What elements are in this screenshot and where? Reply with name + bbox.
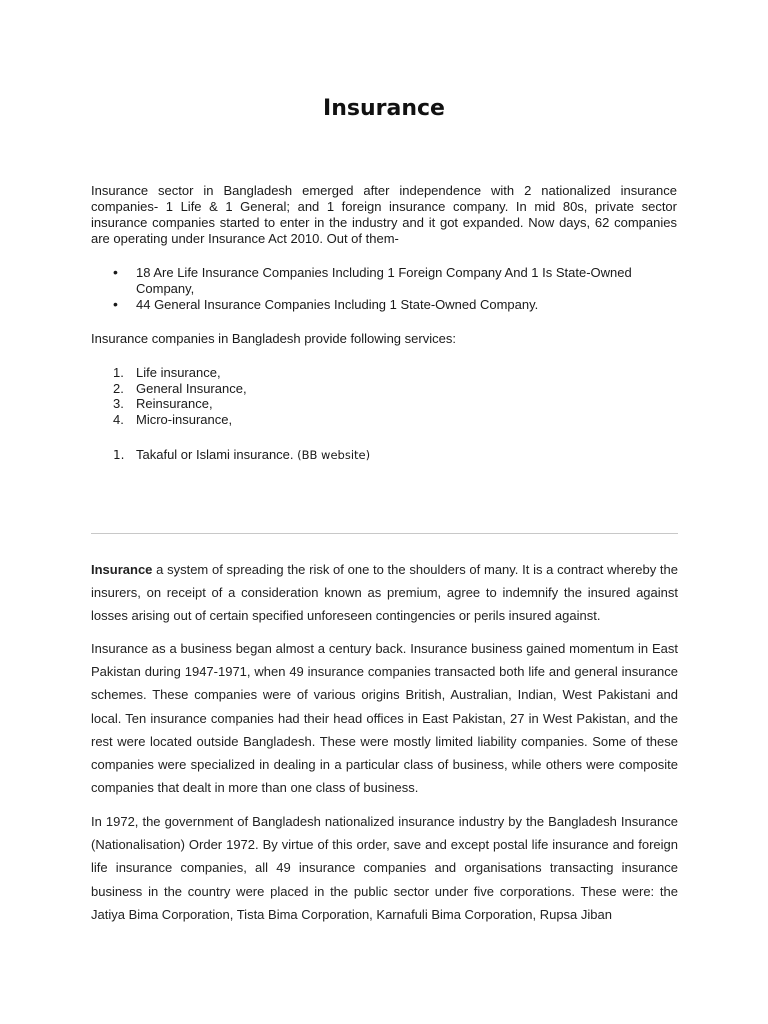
services-list-continued (91, 447, 677, 462)
list-number: 4. (113, 412, 124, 428)
list-item (91, 265, 677, 296)
paragraph-text: a system of spreading the risk of one to the shoulders of many. It is a contract whereby the insurers, on receipt of a consideration known as premium, agree to indemnify the insured against losses arising out of certain specified unforeseen contingencies or perils insured against. (91, 562, 678, 624)
list-item-text: Life insurance, (136, 365, 221, 380)
list-item (91, 297, 677, 313)
nationalisation-paragraph: In 1972, the government of Bangladesh nationalized insurance industry by the Bangladesh Insurance (Nationalisation) Order 1972. By virtue of this order, save and except postal life insurance and foreign life insurance companies, all 49 insurance companies and organisations transacting insurance business in the country were placed in the public sector under five corporations. These were: the Jatiya Bima Corporation, Tista Bima Corporation, Karnafuli Bima Corporation, Rupsa Jiban (91, 814, 678, 922)
list-item (91, 396, 677, 412)
list-item (91, 447, 677, 462)
list-item (91, 381, 677, 397)
bullet-list (91, 265, 677, 314)
history-paragraph: Insurance as a business began almost a century back. Insurance business gained momentum in East Pakistan during 1947-1971, when 49 insurance companies transacted both life and general insurance schemes. These companies were of various origins British, Australian, Indian, West Pakistani and local. Ten insurance companies had their head offices in East Pakistan, 27 in West Pakistan, and the rest were located outside Bangladesh. These were mostly limited liability companies. Some of these companies were specialized in dealing in a particular class of business, while others were composite companies that dealt in more than one class of business. (91, 641, 678, 796)
list-item-text: Takaful or Islami insurance. (136, 447, 294, 462)
list-item-text: Micro-insurance, (136, 412, 233, 428)
horizontal-divider (91, 533, 678, 534)
list-item (91, 365, 677, 381)
definition-paragraph (91, 558, 678, 628)
bullet-icon: • (113, 296, 118, 312)
list-number: 1. (113, 365, 124, 380)
services-list (91, 365, 677, 428)
intro-paragraph: Insurance sector in Bangladesh emerged after independence with 2 nationalized insurance companies- 1 Life & 1 General; and 1 foreign insurance company. In mid 80s, private sector insurance companies started to enter in the industry and it got expanded. Now days, 62 companies are operating under Insurance Act 2010. Out of them- (91, 183, 677, 246)
list-item-text: 18 Are Life Insurance Companies Including 1 Foreign Company And 1 Is State-Owned Company, (136, 265, 632, 296)
page-title: Insurance (323, 96, 445, 121)
list-number: 1. (113, 448, 125, 462)
bold-term: Insurance (91, 562, 153, 577)
citation: (BB website) (297, 448, 371, 462)
services-intro: Insurance companies in Bangladesh provide following services: (91, 331, 456, 346)
list-item-text: 44 General Insurance Companies Including 1 State-Owned Company. (136, 297, 539, 312)
list-item-text: General Insurance, (136, 380, 247, 396)
list-number: 3. (113, 396, 124, 412)
bullet-icon: • (113, 264, 118, 280)
list-item (91, 412, 677, 428)
list-item-text: Reinsurance, (136, 396, 213, 412)
list-number: 2. (113, 380, 124, 396)
